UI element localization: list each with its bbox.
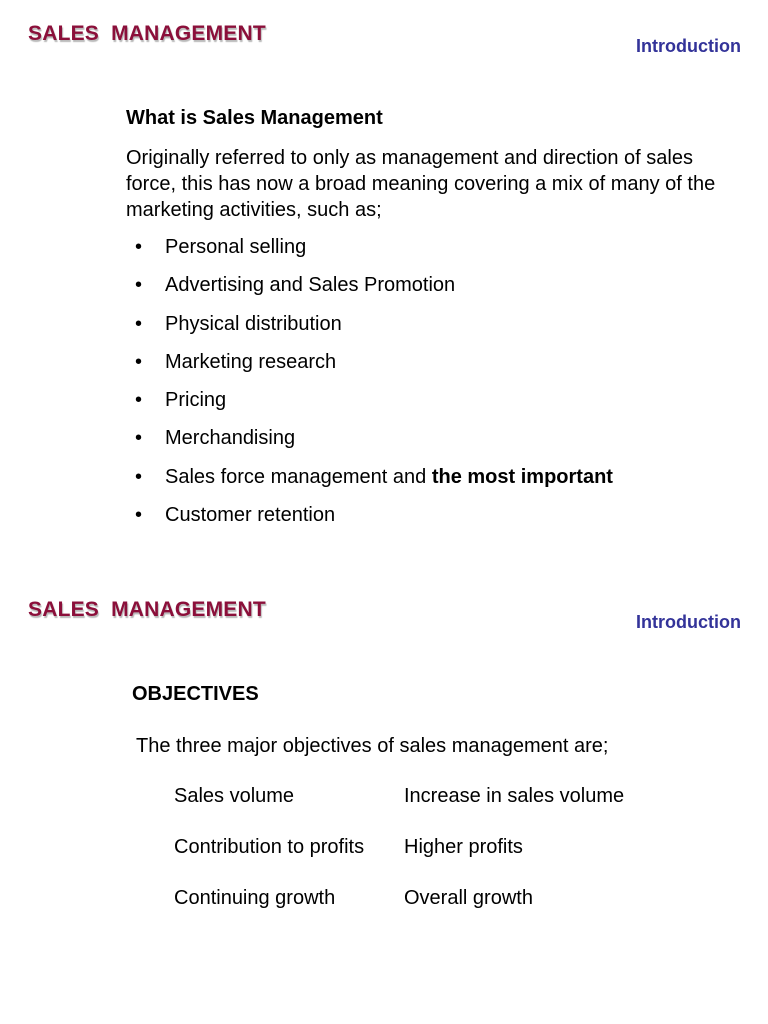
bullet-icon: • (135, 504, 143, 527)
list-item-text: Personal selling (165, 236, 307, 258)
list-item-text: Marketing research (165, 350, 337, 373)
list-item (126, 465, 613, 503)
objective-goal: Increase in sales volume (404, 785, 625, 807)
slide-objectives (0, 576, 768, 1024)
bullet-icon: • (135, 389, 143, 412)
bullet-icon: • (135, 350, 143, 373)
list-item-text: Sales force management and (165, 465, 432, 488)
bullet-icon: • (135, 312, 143, 335)
section-label: Introduction (636, 612, 741, 632)
intro-paragraph: Originally referred to only as management and direction of sales force, this has now a broad meaning covering a mix of many of the marketing activities, such as; (126, 147, 716, 221)
list-item (126, 312, 613, 350)
list-item (126, 426, 613, 464)
bullet-icon: • (135, 427, 143, 450)
list-item-text: Merchandising (165, 427, 296, 450)
list-item-text: Advertising and Sales Promotion (165, 274, 456, 297)
intro-paragraph: The three major objectives of sales management are; (136, 735, 609, 757)
objective-name: Sales volume (174, 785, 295, 807)
list-item-text: Physical distribution (165, 312, 342, 335)
list-item (126, 350, 613, 388)
section-label: Introduction (636, 36, 741, 56)
list-item-text: Customer retention (165, 504, 336, 527)
list-item (126, 388, 613, 426)
objective-goal: Higher profits (404, 836, 523, 858)
brand-title: SALES MANAGEMENT (28, 22, 266, 45)
list-item-text: Pricing (165, 389, 227, 412)
list-item (126, 273, 613, 311)
objective-name: Contribution to profits (174, 836, 365, 858)
bullet-icon: • (135, 236, 143, 258)
list-item (126, 503, 613, 541)
slide-heading: What is Sales Management (126, 107, 383, 129)
bullet-icon: • (135, 465, 143, 488)
slide-heading: OBJECTIVES (132, 683, 259, 705)
list-item-emphasis: the most important (431, 465, 613, 488)
objective-name: Continuing growth (174, 887, 336, 909)
list-item (126, 235, 613, 273)
brand-title: SALES MANAGEMENT (28, 598, 266, 621)
objective-goal: Overall growth (404, 887, 533, 909)
bullet-icon: • (135, 274, 143, 297)
activities-list (126, 235, 613, 541)
